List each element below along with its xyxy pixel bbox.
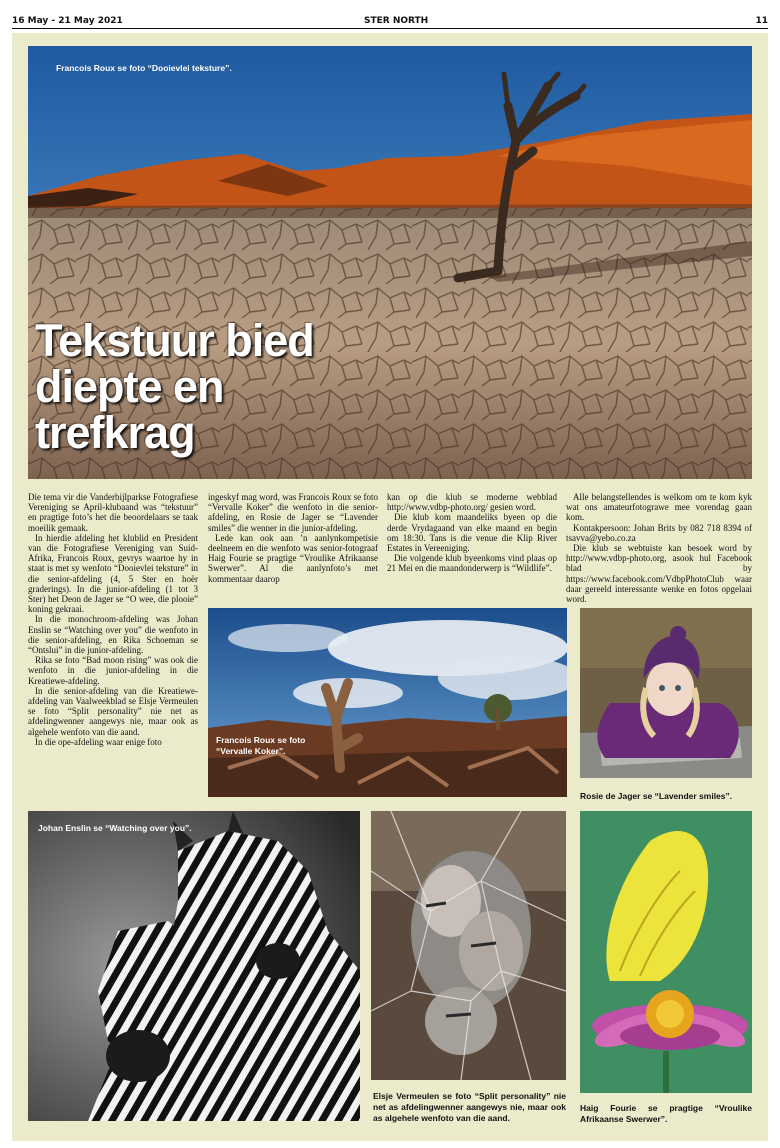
article-column-2	[208, 492, 378, 584]
butterfly-caption: Haig Fourie se pragtige “Vroulike Afrikaanse Swerwer”.	[580, 1103, 752, 1124]
paragraph: In die monochroom-afdeling was Johan Enslin se “Watching over you” die wenfoto in die senior-afdeling, en Rika Schoeman se “Ontslui” in die junior-afdeling.	[28, 614, 198, 656]
photo-vroulike-afrikaanse-swerwer	[580, 811, 752, 1093]
headline-line-2: diepte en	[35, 361, 224, 412]
publication-name: STER NORTH	[364, 16, 429, 26]
paragraph: kan op die klub se moderne webblad http://www.vdbp-photo.org/ gesien word.	[387, 492, 557, 513]
girl-caption: Rosie de Jager se “Lavender smiles”.	[580, 791, 733, 801]
paragraph: Die klub kom maandeliks byeen op die derde Vrydagaand van elke maand en begin om 18:30. Tans is die venue die Klip River Estates in Vereeniging.	[387, 512, 557, 554]
issue-date: 16 May - 21 May 2021	[12, 16, 123, 26]
paragraph: Lede kan ook aan ’n aanlynkompetisie deelneem en die wenfoto was senior-fotograaf Haig Fourie se pragtige “Vroulike Afrikaanse Swerwer”. Al die aanlynfoto’s met kommentaar daarop	[208, 532, 378, 584]
photo-lavender-smiles	[580, 608, 752, 778]
paragraph: In die ope-afdeling waar enige foto	[35, 736, 162, 747]
shattered-portrait-image	[371, 811, 566, 1080]
girl-portrait-image	[580, 608, 752, 778]
paragraph: In hierdie afdeling het klublid en President van die Fotografiese Vereniging van Suid-Afrika, Francois Roux, gevrys waartoe hy in staat is met sy wenfoto “Dooievlei teksture” in die senior-afdeling (4, 5 Ster en hoër graderings). In die junior-afdeling (1 tot 3 Ster) het Deon de Jager se “O wee, die plooie” koning gekraai.	[28, 532, 198, 615]
quiver-tree-image	[208, 608, 567, 797]
paragraph: Die tema vir die Vanderbijlparkse Fotografiese Vereniging se April-klubaand was “tekstuur” en pragtige foto’s het die beoordelaars se taak moeilik gemaak.	[28, 492, 198, 533]
photo-watching-over-you	[28, 811, 360, 1121]
article-column-4	[566, 492, 752, 604]
split-caption: Elsje Vermeulen se foto “Split personality” nie net as afdelingwenner aangewys nie, maar ook as algehele wenfoto van die aand.	[373, 1091, 566, 1123]
article-column-3	[387, 492, 557, 574]
zebra-image	[28, 811, 360, 1121]
photo-vervalle-koker	[208, 608, 567, 797]
paragraph: Die klub se webtuiste kan besoek word by http://www.vdbp-photo.org, asook hul Facebook blad by https://www.facebook.com/VdbpPhotoClub waar daar gereeld interessante wenke en fotos opgelaai word.	[566, 543, 752, 605]
kokerboom-caption: Francois Roux se foto “Vervalle Koker”.	[216, 735, 306, 756]
zebra-caption: Johan Enslin se “Watching over you”.	[38, 823, 192, 833]
butterfly-on-flower-image	[580, 811, 752, 1093]
article-headline	[35, 315, 314, 458]
page-header	[12, 10, 768, 29]
main-photo-caption: Francois Roux se foto “Dooievlei teksture”.	[56, 63, 232, 73]
headline-line-1: Tekstuur bied	[35, 315, 314, 366]
article-column-1	[28, 492, 198, 747]
page-number: 11	[755, 16, 768, 26]
paragraph: Die volgende klub byeenkoms vind plaas op 21 Mei en die maandonderwerp is “Wildlife”.	[387, 553, 557, 574]
paragraph: ingeskyf mag word, was Francois Roux se foto “Vervalle Koker” die wenfoto in die senior-afdeling, en Rosie de Jager se “Lavender smiles” die wenner in die junior-afdeling.	[208, 492, 378, 533]
paragraph: Rika se foto “Bad moon rising” was ook die wenfoto in die junior-afdeling in die Kreatiewe-afdeling.	[28, 655, 198, 686]
paragraph: In die senior-afdeling van die Kreatiewe-afdeling van Vaalweekblad se Elsje Vermeulen se foto “Split personality” nie net as afdelingwenner aangewys nie, maar ook as algehele wenfoto van die aand.	[28, 685, 198, 737]
headline-line-3: trefkrag	[35, 407, 195, 458]
paragraph: Kontakpersoon: Johan Brits by 082 718 8394 of tsavva@yebo.co.za	[566, 522, 752, 543]
photo-split-personality	[371, 811, 566, 1080]
paragraph: Alle belangstellendes is welkom om te kom kyk wat ons amateurfotograwe mee vorendag gaan kom.	[566, 492, 752, 523]
